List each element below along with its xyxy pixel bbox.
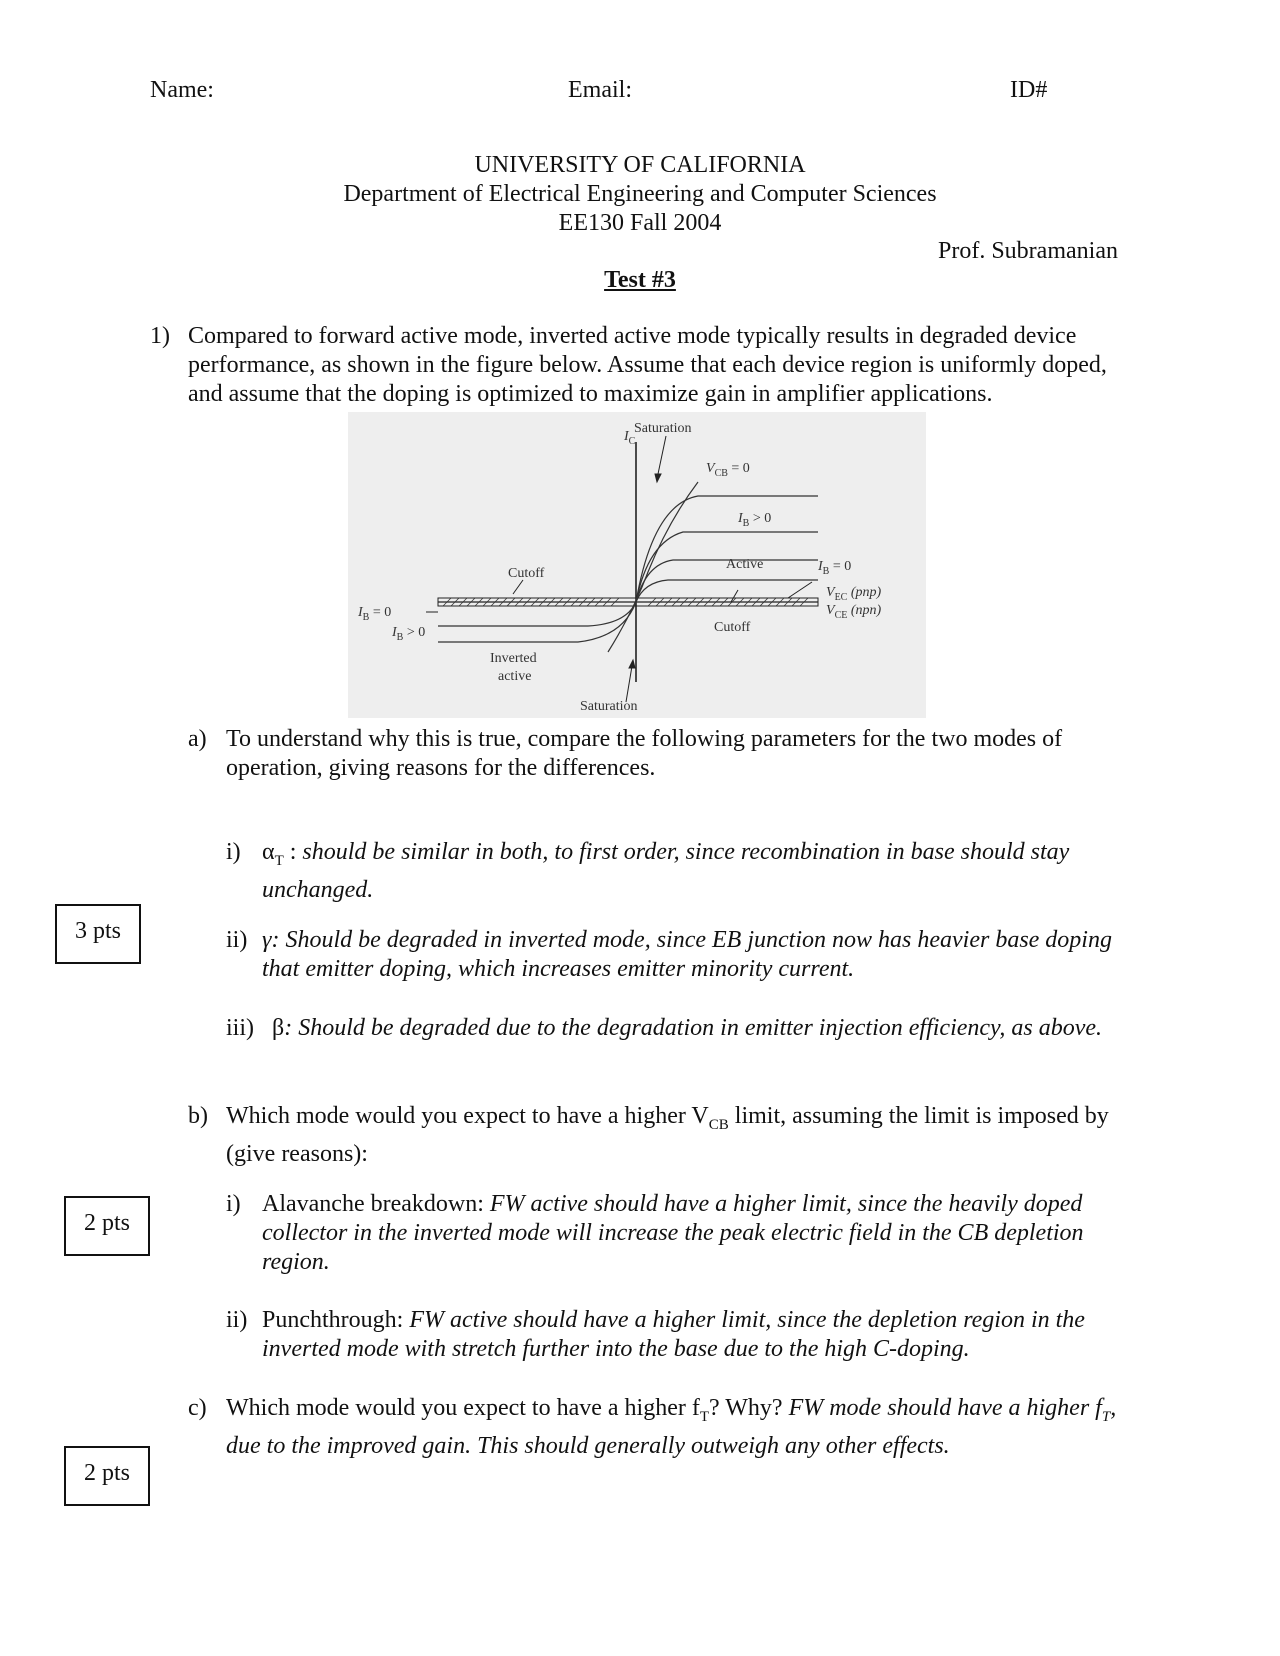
fig-ib-pos-left: $I_B > 0$ [392,625,426,643]
fig-ic-label: $I_C$ [624,429,636,447]
fig-cutoff-left: Cutoff [508,566,545,581]
q1-text: Compared to forward active mode, inverted active mode typically results in degraded device performance, as shown in the figure below. Assume that each device region is uniformly doped, and assume that the doping is optimized to maximize gain in amplifier applications. [188,323,1107,407]
part-b-text [226,1102,1126,1169]
fig-cutoff-right: Cutoff [714,620,751,635]
name-label: Name: [150,77,214,103]
part-c-text [226,1394,1126,1461]
alpha-answer-text: should be similar in both, to first order, since recombination in base should stay unchanged. [262,839,1070,903]
fig-active-low-label: active [498,669,532,684]
course-title: EE130 Fall 2004 [558,210,722,236]
fig-saturation-bottom: Saturation [580,699,638,714]
gamma-symbol: γ [262,927,272,953]
bjt-iv-figure [348,412,926,718]
part-a-text: To understand why this is true, compare the following parameters for the two modes of operation, giving reasons for the differences. [226,726,1063,781]
part-b-vcb-sub: CB [708,1116,729,1133]
alpha-subscript: T [274,852,284,869]
fig-vce-label: $V_{CE}$ (npn) [826,603,882,621]
part-b-points-box: 2 pts [64,1196,150,1256]
part-c-answer-sub: T [1101,1408,1111,1425]
part-a-ii-label: ii) [226,927,248,953]
part-c-answer-2: , due to the improved gain. This should generally outweigh any other effects. [226,1395,1117,1459]
university-title: UNIVERSITY OF CALIFORNIA [474,152,806,178]
avalanche-term: Alavanche breakdown: [262,1191,490,1217]
beta-symbol: β [272,1015,285,1041]
part-b-i-label: i) [226,1191,241,1217]
email-label: Email: [568,77,632,103]
part-b-label: b) [188,1103,208,1129]
part-c-text-pre: Which mode would you expect to have a higher f [226,1395,700,1421]
bjt-iv-plot [348,412,926,718]
part-a-iii-answer [272,1014,1132,1043]
gamma-answer-text: : Should be degraded in inverted mode, since EB junction now has heavier base doping that emitter doping, which increases emitter minority current. [262,927,1112,982]
fig-active-label: Active [726,557,764,572]
part-c-answer-1: FW mode should have a higher f [788,1395,1102,1421]
beta-answer-text: : Should be degraded due to the degradation in emitter injection efficiency, as above. [284,1015,1103,1041]
part-a-iii-label: iii) [226,1015,254,1041]
fig-ib0-right: $I_B = 0$ [818,559,852,577]
q1-number: 1) [150,323,170,349]
part-c-label: c) [188,1395,207,1421]
part-a-i-answer [262,838,1132,905]
professor-name: Prof. Subramanian [938,238,1118,264]
fig-saturation-top: Saturation [634,421,692,436]
part-a-i-label: i) [226,839,241,865]
part-c-ft-sub: T [699,1408,710,1425]
fig-inverted-label: Inverted [490,651,537,666]
punchthrough-answer-text: FW active should have a higher limit, since the depletion region in the inverted mode with stretch further into the base due to the high C-doping. [262,1307,1085,1362]
fig-vec-label: $V_{EC}$ (pnp) [826,585,882,603]
id-label: ID# [1010,77,1048,103]
part-b-text-post: limit, assuming the limit is imposed by (give reasons): [226,1103,1109,1167]
alpha-symbol: α [262,839,275,865]
part-a-label: a) [188,726,207,752]
avalanche-answer-text: FW active should have a higher limit, since the heavily doped collector in the inverted mode will increase the peak electric field in the CB depletion region. [262,1191,1084,1275]
part-a-ii-answer [262,926,1132,984]
part-a-points-box: 3 pts [55,904,141,964]
part-c-points-box: 2 pts [64,1446,150,1506]
alpha-separator: : [283,839,303,865]
punchthrough-term: Punchthrough: [262,1307,410,1333]
part-b-text-pre: Which mode would you expect to have a higher V [226,1103,709,1129]
part-b-i-answer [262,1190,1132,1277]
department-title: Department of Electrical Engineering and Computer Sciences [343,181,937,207]
fig-ib-pos-right: $I_B > 0$ [738,511,772,529]
test-title: Test #3 [604,267,676,293]
fig-vcb0-label: $V_{CB} = 0$ [706,461,750,479]
part-c-text-post: ? Why? [709,1395,789,1421]
part-b-ii-label: ii) [226,1307,248,1333]
fig-ib0-left: $I_B = 0$ [358,605,392,623]
part-b-ii-answer [262,1306,1132,1364]
